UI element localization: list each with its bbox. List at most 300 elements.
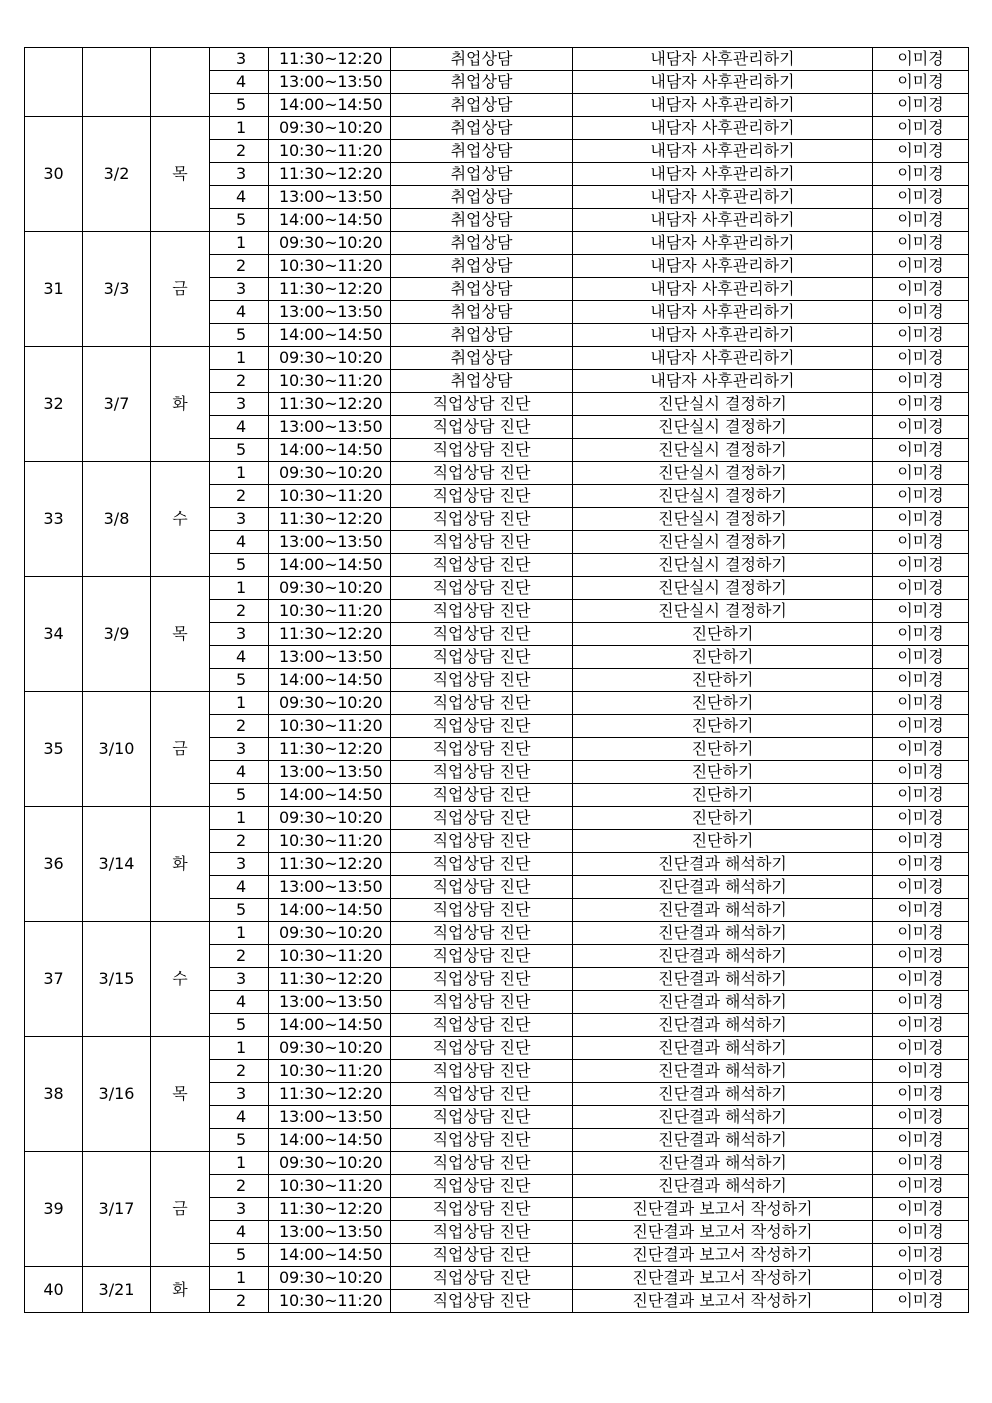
time-cell: 09:30~10:20	[269, 577, 391, 600]
subject-cell: 직업상담 진단	[391, 393, 573, 416]
instructor-cell: 이미경	[873, 853, 969, 876]
date-cell	[83, 48, 151, 117]
period-cell: 2	[210, 600, 269, 623]
table-row	[25, 117, 969, 140]
time-cell: 14:00~14:50	[269, 1014, 391, 1037]
weekday-cell: 목	[151, 1037, 210, 1152]
instructor-cell: 이미경	[873, 554, 969, 577]
weekday-cell: 화	[151, 807, 210, 922]
subject-cell: 직업상담 진단	[391, 485, 573, 508]
instructor-cell: 이미경	[873, 508, 969, 531]
instructor-cell: 이미경	[873, 1198, 969, 1221]
period-cell: 4	[210, 71, 269, 94]
session-no-cell: 40	[25, 1267, 83, 1313]
subject-cell: 직업상담 진단	[391, 784, 573, 807]
content-cell: 내담자 사후관리하기	[573, 117, 873, 140]
content-cell: 진단결과 보고서 작성하기	[573, 1290, 873, 1313]
time-cell: 09:30~10:20	[269, 1037, 391, 1060]
time-cell: 13:00~13:50	[269, 1106, 391, 1129]
content-cell: 진단결과 해석하기	[573, 899, 873, 922]
time-cell: 14:00~14:50	[269, 669, 391, 692]
subject-cell: 직업상담 진단	[391, 439, 573, 462]
subject-cell: 직업상담 진단	[391, 1037, 573, 1060]
period-cell: 5	[210, 94, 269, 117]
instructor-cell: 이미경	[873, 669, 969, 692]
instructor-cell: 이미경	[873, 370, 969, 393]
time-cell: 10:30~11:20	[269, 1175, 391, 1198]
session-no-cell: 36	[25, 807, 83, 922]
schedule-table	[24, 47, 969, 1313]
content-cell: 진단하기	[573, 623, 873, 646]
instructor-cell: 이미경	[873, 1037, 969, 1060]
weekday-cell: 목	[151, 117, 210, 232]
time-cell: 13:00~13:50	[269, 186, 391, 209]
subject-cell: 직업상담 진단	[391, 1175, 573, 1198]
date-cell: 3/2	[83, 117, 151, 232]
content-cell: 진단결과 해석하기	[573, 1152, 873, 1175]
period-cell: 3	[210, 968, 269, 991]
subject-cell: 직업상담 진단	[391, 1152, 573, 1175]
period-cell: 2	[210, 140, 269, 163]
subject-cell: 직업상담 진단	[391, 853, 573, 876]
subject-cell: 취업상담	[391, 186, 573, 209]
time-cell: 10:30~11:20	[269, 600, 391, 623]
period-cell: 2	[210, 1175, 269, 1198]
table-row	[25, 1267, 969, 1290]
period-cell: 4	[210, 646, 269, 669]
subject-cell: 직업상담 진단	[391, 715, 573, 738]
date-cell: 3/7	[83, 347, 151, 462]
session-no-cell: 38	[25, 1037, 83, 1152]
time-cell: 09:30~10:20	[269, 807, 391, 830]
session-no-cell: 33	[25, 462, 83, 577]
subject-cell: 취업상담	[391, 163, 573, 186]
period-cell: 4	[210, 416, 269, 439]
time-cell: 10:30~11:20	[269, 1060, 391, 1083]
content-cell: 진단실시 결정하기	[573, 554, 873, 577]
subject-cell: 직업상담 진단	[391, 1060, 573, 1083]
subject-cell: 직업상담 진단	[391, 1290, 573, 1313]
period-cell: 4	[210, 991, 269, 1014]
subject-cell: 직업상담 진단	[391, 508, 573, 531]
weekday-cell: 목	[151, 577, 210, 692]
instructor-cell: 이미경	[873, 899, 969, 922]
subject-cell: 직업상담 진단	[391, 554, 573, 577]
period-cell: 4	[210, 186, 269, 209]
date-cell: 3/15	[83, 922, 151, 1037]
subject-cell: 직업상담 진단	[391, 1221, 573, 1244]
instructor-cell: 이미경	[873, 186, 969, 209]
time-cell: 11:30~12:20	[269, 623, 391, 646]
weekday-cell: 금	[151, 1152, 210, 1267]
table-row	[25, 48, 969, 71]
period-cell: 5	[210, 439, 269, 462]
period-cell: 1	[210, 692, 269, 715]
period-cell: 4	[210, 531, 269, 554]
time-cell: 11:30~12:20	[269, 393, 391, 416]
content-cell: 진단결과 해석하기	[573, 1014, 873, 1037]
time-cell: 10:30~11:20	[269, 485, 391, 508]
subject-cell: 직업상담 진단	[391, 669, 573, 692]
time-cell: 11:30~12:20	[269, 508, 391, 531]
time-cell: 11:30~12:20	[269, 853, 391, 876]
time-cell: 14:00~14:50	[269, 899, 391, 922]
subject-cell: 직업상담 진단	[391, 531, 573, 554]
period-cell: 1	[210, 462, 269, 485]
content-cell: 내담자 사후관리하기	[573, 48, 873, 71]
period-cell: 2	[210, 945, 269, 968]
period-cell: 4	[210, 1106, 269, 1129]
subject-cell: 직업상담 진단	[391, 692, 573, 715]
instructor-cell: 이미경	[873, 623, 969, 646]
instructor-cell: 이미경	[873, 830, 969, 853]
content-cell: 내담자 사후관리하기	[573, 209, 873, 232]
time-cell: 14:00~14:50	[269, 439, 391, 462]
time-cell: 09:30~10:20	[269, 462, 391, 485]
time-cell: 14:00~14:50	[269, 784, 391, 807]
period-cell: 4	[210, 301, 269, 324]
period-cell: 3	[210, 508, 269, 531]
period-cell: 5	[210, 554, 269, 577]
content-cell: 내담자 사후관리하기	[573, 71, 873, 94]
instructor-cell: 이미경	[873, 738, 969, 761]
subject-cell: 취업상담	[391, 117, 573, 140]
instructor-cell: 이미경	[873, 393, 969, 416]
time-cell: 11:30~12:20	[269, 278, 391, 301]
time-cell: 10:30~11:20	[269, 945, 391, 968]
date-cell: 3/9	[83, 577, 151, 692]
time-cell: 11:30~12:20	[269, 48, 391, 71]
instructor-cell: 이미경	[873, 462, 969, 485]
subject-cell: 취업상담	[391, 278, 573, 301]
subject-cell: 직업상담 진단	[391, 807, 573, 830]
weekday-cell: 금	[151, 232, 210, 347]
subject-cell: 직업상담 진단	[391, 968, 573, 991]
instructor-cell: 이미경	[873, 1106, 969, 1129]
period-cell: 5	[210, 1244, 269, 1267]
content-cell: 내담자 사후관리하기	[573, 347, 873, 370]
subject-cell: 직업상담 진단	[391, 462, 573, 485]
subject-cell: 직업상담 진단	[391, 945, 573, 968]
period-cell: 4	[210, 761, 269, 784]
instructor-cell: 이미경	[873, 715, 969, 738]
time-cell: 09:30~10:20	[269, 117, 391, 140]
instructor-cell: 이미경	[873, 439, 969, 462]
content-cell: 내담자 사후관리하기	[573, 186, 873, 209]
subject-cell: 직업상담 진단	[391, 1106, 573, 1129]
time-cell: 13:00~13:50	[269, 876, 391, 899]
instructor-cell: 이미경	[873, 1014, 969, 1037]
time-cell: 09:30~10:20	[269, 232, 391, 255]
period-cell: 1	[210, 577, 269, 600]
period-cell: 5	[210, 899, 269, 922]
session-no-cell: 30	[25, 117, 83, 232]
content-cell: 내담자 사후관리하기	[573, 370, 873, 393]
instructor-cell: 이미경	[873, 1267, 969, 1290]
time-cell: 14:00~14:50	[269, 1129, 391, 1152]
date-cell: 3/21	[83, 1267, 151, 1313]
content-cell: 진단결과 해석하기	[573, 1060, 873, 1083]
session-no-cell: 35	[25, 692, 83, 807]
session-no-cell: 39	[25, 1152, 83, 1267]
content-cell: 내담자 사후관리하기	[573, 140, 873, 163]
content-cell: 진단결과 해석하기	[573, 922, 873, 945]
content-cell: 내담자 사후관리하기	[573, 163, 873, 186]
subject-cell: 직업상담 진단	[391, 1198, 573, 1221]
subject-cell: 직업상담 진단	[391, 600, 573, 623]
subject-cell: 직업상담 진단	[391, 1129, 573, 1152]
period-cell: 5	[210, 324, 269, 347]
subject-cell: 직업상담 진단	[391, 830, 573, 853]
content-cell: 진단실시 결정하기	[573, 393, 873, 416]
content-cell: 진단실시 결정하기	[573, 485, 873, 508]
time-cell: 13:00~13:50	[269, 991, 391, 1014]
table-row	[25, 807, 969, 830]
instructor-cell: 이미경	[873, 600, 969, 623]
subject-cell: 직업상담 진단	[391, 623, 573, 646]
subject-cell: 직업상담 진단	[391, 738, 573, 761]
subject-cell: 취업상담	[391, 301, 573, 324]
period-cell: 4	[210, 876, 269, 899]
content-cell: 진단하기	[573, 761, 873, 784]
subject-cell: 직업상담 진단	[391, 991, 573, 1014]
subject-cell: 직업상담 진단	[391, 922, 573, 945]
time-cell: 14:00~14:50	[269, 324, 391, 347]
time-cell: 10:30~11:20	[269, 830, 391, 853]
content-cell: 진단실시 결정하기	[573, 439, 873, 462]
time-cell: 13:00~13:50	[269, 71, 391, 94]
instructor-cell: 이미경	[873, 968, 969, 991]
content-cell: 진단하기	[573, 646, 873, 669]
instructor-cell: 이미경	[873, 646, 969, 669]
period-cell: 1	[210, 232, 269, 255]
weekday-cell: 화	[151, 347, 210, 462]
content-cell: 진단결과 해석하기	[573, 968, 873, 991]
time-cell: 11:30~12:20	[269, 1198, 391, 1221]
content-cell: 진단실시 결정하기	[573, 600, 873, 623]
subject-cell: 취업상담	[391, 94, 573, 117]
content-cell: 내담자 사후관리하기	[573, 94, 873, 117]
period-cell: 5	[210, 669, 269, 692]
session-no-cell: 32	[25, 347, 83, 462]
content-cell: 진단결과 보고서 작성하기	[573, 1198, 873, 1221]
subject-cell: 직업상담 진단	[391, 876, 573, 899]
content-cell: 진단하기	[573, 807, 873, 830]
time-cell: 11:30~12:20	[269, 738, 391, 761]
content-cell: 진단실시 결정하기	[573, 416, 873, 439]
subject-cell: 취업상담	[391, 209, 573, 232]
content-cell: 진단하기	[573, 830, 873, 853]
period-cell: 3	[210, 1198, 269, 1221]
period-cell: 2	[210, 830, 269, 853]
content-cell: 진단하기	[573, 738, 873, 761]
instructor-cell: 이미경	[873, 94, 969, 117]
schedule-body	[25, 48, 969, 1313]
instructor-cell: 이미경	[873, 255, 969, 278]
content-cell: 진단하기	[573, 692, 873, 715]
period-cell: 1	[210, 1037, 269, 1060]
period-cell: 3	[210, 1083, 269, 1106]
subject-cell: 직업상담 진단	[391, 1083, 573, 1106]
content-cell: 진단결과 보고서 작성하기	[573, 1244, 873, 1267]
time-cell: 09:30~10:20	[269, 1267, 391, 1290]
time-cell: 11:30~12:20	[269, 1083, 391, 1106]
session-no-cell	[25, 48, 83, 117]
date-cell: 3/10	[83, 692, 151, 807]
content-cell: 내담자 사후관리하기	[573, 278, 873, 301]
table-row	[25, 232, 969, 255]
period-cell: 3	[210, 738, 269, 761]
instructor-cell: 이미경	[873, 784, 969, 807]
subject-cell: 취업상담	[391, 370, 573, 393]
period-cell: 2	[210, 1060, 269, 1083]
instructor-cell: 이미경	[873, 1290, 969, 1313]
instructor-cell: 이미경	[873, 692, 969, 715]
content-cell: 진단결과 보고서 작성하기	[573, 1267, 873, 1290]
time-cell: 09:30~10:20	[269, 692, 391, 715]
instructor-cell: 이미경	[873, 991, 969, 1014]
subject-cell: 직업상담 진단	[391, 416, 573, 439]
weekday-cell: 금	[151, 692, 210, 807]
time-cell: 14:00~14:50	[269, 209, 391, 232]
period-cell: 2	[210, 715, 269, 738]
instructor-cell: 이미경	[873, 485, 969, 508]
period-cell: 3	[210, 163, 269, 186]
instructor-cell: 이미경	[873, 232, 969, 255]
period-cell: 1	[210, 1152, 269, 1175]
time-cell: 10:30~11:20	[269, 370, 391, 393]
content-cell: 진단결과 해석하기	[573, 991, 873, 1014]
content-cell: 내담자 사후관리하기	[573, 301, 873, 324]
content-cell: 진단실시 결정하기	[573, 508, 873, 531]
period-cell: 1	[210, 922, 269, 945]
table-row	[25, 577, 969, 600]
date-cell: 3/3	[83, 232, 151, 347]
subject-cell: 취업상담	[391, 324, 573, 347]
table-row	[25, 347, 969, 370]
time-cell: 10:30~11:20	[269, 715, 391, 738]
subject-cell: 직업상담 진단	[391, 761, 573, 784]
content-cell: 진단결과 해석하기	[573, 1083, 873, 1106]
period-cell: 5	[210, 209, 269, 232]
content-cell: 진단결과 해석하기	[573, 853, 873, 876]
subject-cell: 취업상담	[391, 347, 573, 370]
instructor-cell: 이미경	[873, 117, 969, 140]
period-cell: 5	[210, 1129, 269, 1152]
instructor-cell: 이미경	[873, 71, 969, 94]
content-cell: 진단결과 해석하기	[573, 1175, 873, 1198]
instructor-cell: 이미경	[873, 140, 969, 163]
time-cell: 14:00~14:50	[269, 554, 391, 577]
instructor-cell: 이미경	[873, 531, 969, 554]
subject-cell: 직업상담 진단	[391, 1267, 573, 1290]
period-cell: 1	[210, 347, 269, 370]
subject-cell: 취업상담	[391, 48, 573, 71]
content-cell: 진단결과 해석하기	[573, 876, 873, 899]
content-cell: 진단실시 결정하기	[573, 577, 873, 600]
period-cell: 4	[210, 1221, 269, 1244]
instructor-cell: 이미경	[873, 761, 969, 784]
subject-cell: 직업상담 진단	[391, 646, 573, 669]
time-cell: 10:30~11:20	[269, 140, 391, 163]
time-cell: 13:00~13:50	[269, 531, 391, 554]
time-cell: 14:00~14:50	[269, 1244, 391, 1267]
period-cell: 3	[210, 853, 269, 876]
instructor-cell: 이미경	[873, 347, 969, 370]
content-cell: 진단하기	[573, 669, 873, 692]
instructor-cell: 이미경	[873, 48, 969, 71]
period-cell: 2	[210, 1290, 269, 1313]
content-cell: 진단결과 해석하기	[573, 1106, 873, 1129]
instructor-cell: 이미경	[873, 876, 969, 899]
instructor-cell: 이미경	[873, 324, 969, 347]
content-cell: 내담자 사후관리하기	[573, 232, 873, 255]
period-cell: 3	[210, 623, 269, 646]
instructor-cell: 이미경	[873, 922, 969, 945]
instructor-cell: 이미경	[873, 1152, 969, 1175]
session-no-cell: 31	[25, 232, 83, 347]
time-cell: 13:00~13:50	[269, 416, 391, 439]
instructor-cell: 이미경	[873, 301, 969, 324]
time-cell: 09:30~10:20	[269, 1152, 391, 1175]
content-cell: 진단하기	[573, 784, 873, 807]
instructor-cell: 이미경	[873, 577, 969, 600]
content-cell: 진단결과 해석하기	[573, 1129, 873, 1152]
subject-cell: 직업상담 진단	[391, 1244, 573, 1267]
weekday-cell	[151, 48, 210, 117]
time-cell: 10:30~11:20	[269, 255, 391, 278]
session-no-cell: 37	[25, 922, 83, 1037]
content-cell: 진단실시 결정하기	[573, 531, 873, 554]
subject-cell: 취업상담	[391, 232, 573, 255]
instructor-cell: 이미경	[873, 1083, 969, 1106]
period-cell: 2	[210, 370, 269, 393]
period-cell: 1	[210, 117, 269, 140]
content-cell: 내담자 사후관리하기	[573, 324, 873, 347]
weekday-cell: 수	[151, 462, 210, 577]
period-cell: 3	[210, 393, 269, 416]
period-cell: 1	[210, 1267, 269, 1290]
subject-cell: 직업상담 진단	[391, 899, 573, 922]
time-cell: 10:30~11:20	[269, 1290, 391, 1313]
instructor-cell: 이미경	[873, 1060, 969, 1083]
date-cell: 3/17	[83, 1152, 151, 1267]
time-cell: 13:00~13:50	[269, 646, 391, 669]
period-cell: 5	[210, 784, 269, 807]
instructor-cell: 이미경	[873, 163, 969, 186]
session-no-cell: 34	[25, 577, 83, 692]
time-cell: 13:00~13:50	[269, 1221, 391, 1244]
instructor-cell: 이미경	[873, 1129, 969, 1152]
time-cell: 11:30~12:20	[269, 163, 391, 186]
content-cell: 내담자 사후관리하기	[573, 255, 873, 278]
time-cell: 11:30~12:20	[269, 968, 391, 991]
date-cell: 3/16	[83, 1037, 151, 1152]
table-row	[25, 1152, 969, 1175]
weekday-cell: 화	[151, 1267, 210, 1313]
time-cell: 14:00~14:50	[269, 94, 391, 117]
time-cell: 09:30~10:20	[269, 347, 391, 370]
subject-cell: 취업상담	[391, 71, 573, 94]
content-cell: 진단하기	[573, 715, 873, 738]
instructor-cell: 이미경	[873, 1221, 969, 1244]
subject-cell: 직업상담 진단	[391, 577, 573, 600]
subject-cell: 직업상담 진단	[391, 1014, 573, 1037]
table-row	[25, 922, 969, 945]
period-cell: 3	[210, 278, 269, 301]
period-cell: 3	[210, 48, 269, 71]
weekday-cell: 수	[151, 922, 210, 1037]
